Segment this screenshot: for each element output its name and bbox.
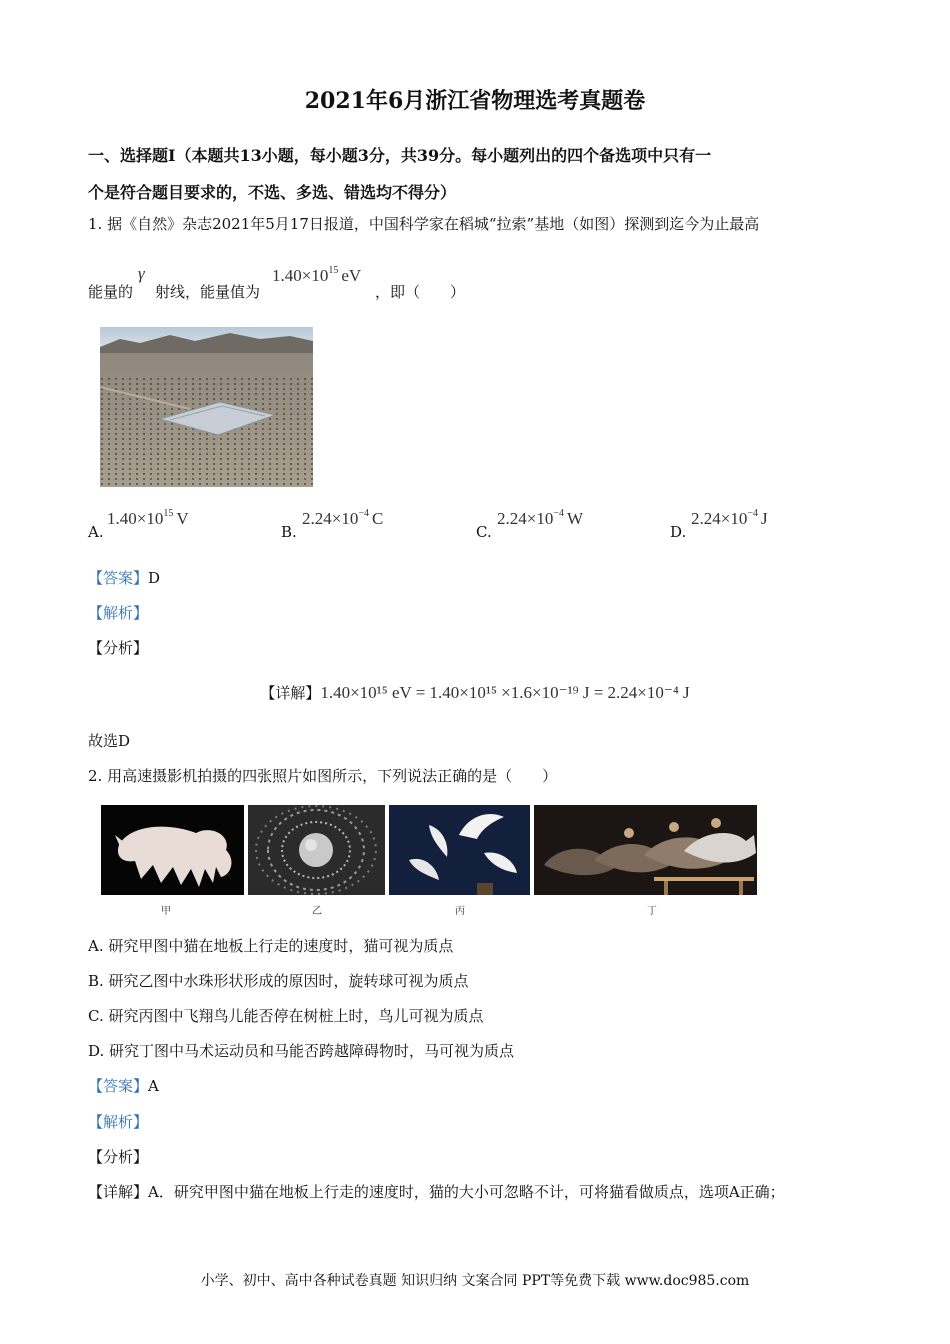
page-footer: 小学、初中、高中各种试卷真题 知识归纳 文案合同 PPT等免费下载 www.doc985.com bbox=[200, 1273, 750, 1289]
q1-analysis-tag: 【解析】 bbox=[88, 604, 149, 622]
caption-bing: 丙 bbox=[455, 906, 465, 917]
q2-option-a: A. 研究甲图中猫在地板上行走的速度时，猫可视为质点 bbox=[88, 937, 454, 955]
lhaaso-photo bbox=[100, 327, 313, 487]
q1-option-a-value: $1.40\times 10^{15}$ V bbox=[107, 508, 189, 528]
gamma-symbol: γ bbox=[138, 264, 145, 283]
page-title: 2021年6月浙江省物理选考真题卷 bbox=[304, 88, 646, 114]
q1-conclusion: 故选D bbox=[88, 732, 131, 750]
q1-text-mid: 射线，能量值为 bbox=[155, 283, 261, 301]
caption-yi: 乙 bbox=[312, 906, 322, 917]
photo-ding-horse-jump bbox=[534, 805, 757, 895]
photo-yi-spinning-ball bbox=[248, 805, 385, 895]
q1-option-b-label: B. bbox=[281, 523, 297, 541]
q1-text-post: ，即（ ） bbox=[375, 283, 466, 301]
detail-tag: 【详解】 bbox=[260, 684, 321, 702]
q2-fenxi-tag: 【分析】 bbox=[88, 1148, 149, 1166]
q2-option-d: D. 研究丁图中马术运动员和马能否跨越障碍物时，马可视为质点 bbox=[88, 1042, 515, 1060]
answer-tag: 【答案】 bbox=[88, 1077, 149, 1095]
q2-stem: 2. 用高速摄影机拍摄的四张照片如图所示，下列说法正确的是（ ） bbox=[88, 767, 558, 785]
q2-analysis-tag: 【解析】 bbox=[88, 1113, 149, 1131]
q2-option-b: B. 研究乙图中水珠形状形成的原因时，旋转球可视为质点 bbox=[88, 972, 469, 990]
q1-stem-line1: 1. 据《自然》杂志2021年5月17日报道，中国科学家在稻城“拉索”基地（如图）探测到迄今为止最高 bbox=[88, 215, 760, 233]
q1-option-b-value: $2.24\times 10^{-4}$ C bbox=[302, 508, 384, 528]
q1-energy-value: $1.40\times 10^{15}$ eV bbox=[272, 265, 362, 285]
q1-fenxi-tag: 【分析】 bbox=[88, 639, 149, 657]
caption-ding: 丁 bbox=[647, 906, 657, 917]
section-heading-line2: 个是符合题目要求的，不选、多选、错选均不得分） bbox=[88, 183, 457, 202]
detail-equation: 1.40×10¹⁵ eV = 1.40×10¹⁵ ×1.6×10⁻¹⁹ J = 2.24×10⁻⁴ J bbox=[320, 683, 690, 702]
detail-tag: 【详解】 bbox=[88, 1183, 149, 1201]
photo-jia-cat bbox=[101, 805, 244, 895]
q2-option-c: C. 研究丙图中飞翔鸟儿能否停在树桩上时，鸟儿可视为质点 bbox=[88, 1007, 484, 1025]
q1-stem-line2 bbox=[88, 282, 133, 302]
q1-answer: 【答案】D bbox=[88, 569, 161, 587]
q2-detail: 【详解】A．研究甲图中猫在地板上行走的速度时，猫的大小可忽略不计，可将猫看做质点，选项A正确； bbox=[88, 1183, 785, 1201]
q1-option-c-value: $2.24\times 10^{-4}$ W bbox=[497, 508, 584, 528]
q1-detail bbox=[0, 682, 950, 703]
section-heading-line1: 一、选择题Ⅰ（本题共13小题，每小题3分，共39分。每小题列出的四个备选项中只有一 bbox=[88, 146, 712, 165]
answer-tag: 【答案】 bbox=[88, 569, 149, 587]
q1-text-pre: 能量的 bbox=[88, 283, 134, 301]
q1-option-d-label: D. bbox=[670, 523, 687, 541]
q1-option-d-value: $2.24\times 10^{-4}$ J bbox=[691, 508, 768, 528]
q2-answer: 【答案】A bbox=[88, 1077, 159, 1095]
photo-bing-birds bbox=[389, 805, 530, 895]
q1-option-c-label: C. bbox=[476, 523, 492, 541]
q1-option-a-label: A. bbox=[88, 523, 104, 541]
caption-jia: 甲 bbox=[161, 906, 171, 917]
